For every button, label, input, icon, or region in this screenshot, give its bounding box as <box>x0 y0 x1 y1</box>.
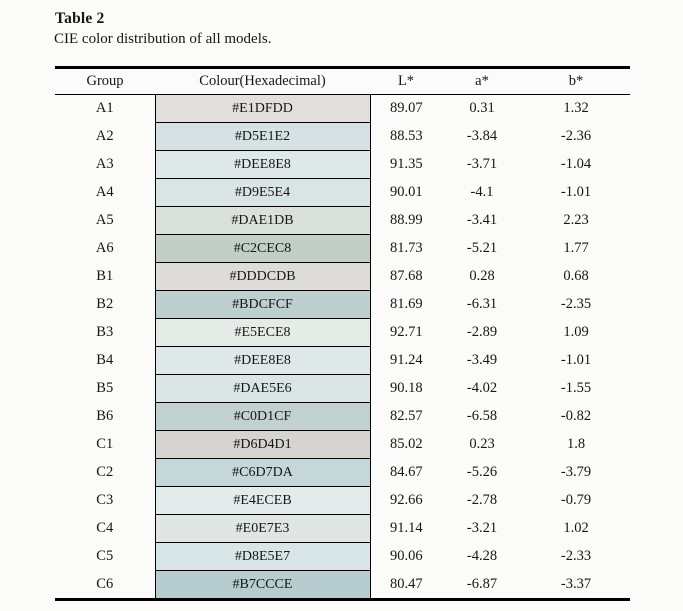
column-header-b: b* <box>522 68 630 95</box>
l-value-cell: 90.01 <box>389 184 423 200</box>
cie-color-table <box>55 66 630 601</box>
a-value-cell: -3.41 <box>466 212 498 228</box>
group-cell: C3 <box>96 492 114 508</box>
l-value-cell: 80.47 <box>370 571 442 600</box>
b-value-cell: -2.36 <box>560 128 592 144</box>
color-swatch-cell: #D9E5E4 <box>155 179 370 207</box>
l-value-cell: 85.02 <box>389 436 423 452</box>
a-value-cell: -2.78 <box>466 492 498 508</box>
header-row <box>55 68 630 95</box>
table-row <box>55 207 630 235</box>
color-swatch-cell: #E0E7E3 <box>155 515 370 543</box>
b-value-cell: -1.04 <box>560 156 592 172</box>
table-body <box>55 95 630 600</box>
color-swatch-cell: #DEE8E8 <box>155 151 370 179</box>
l-value-cell: 88.99 <box>389 212 423 228</box>
a-value-cell: -4.28 <box>466 548 498 564</box>
l-value-cell: 81.73 <box>389 240 423 256</box>
table-row <box>55 291 630 319</box>
column-header-group: Group <box>55 68 155 95</box>
table-title: Table 2 <box>55 10 105 27</box>
group-cell: C6 <box>55 571 155 600</box>
group-cell: A6 <box>95 240 114 256</box>
l-value-cell: 91.24 <box>389 352 423 368</box>
b-value-cell: 1.77 <box>563 240 589 256</box>
b-value-cell: -1.01 <box>560 352 592 368</box>
b-value-cell: -2.33 <box>560 548 592 564</box>
a-value-cell: 0.23 <box>469 436 495 452</box>
color-swatch-cell: #D5E1E2 <box>155 123 370 151</box>
a-value-cell: -4.02 <box>466 380 498 396</box>
b-value-cell: -0.82 <box>560 408 592 424</box>
table-row <box>55 543 630 571</box>
l-value-cell: 90.06 <box>389 548 423 564</box>
table-row <box>55 571 630 600</box>
color-swatch-cell: #E1DFDD <box>155 95 370 123</box>
group-cell: A5 <box>95 212 114 228</box>
color-swatch-cell: #C0D1CF <box>155 403 370 431</box>
b-value-cell: 1.09 <box>563 324 589 340</box>
a-value-cell: -2.89 <box>466 324 498 340</box>
group-cell: B5 <box>96 380 114 396</box>
l-value-cell: 82.57 <box>389 408 423 424</box>
color-swatch-cell: #E5ECE8 <box>155 319 370 347</box>
b-value-cell: -1.55 <box>560 380 592 396</box>
a-value-cell: -6.58 <box>466 408 498 424</box>
l-value-cell: 88.53 <box>389 128 423 144</box>
table-row <box>55 347 630 375</box>
a-value-cell: -3.71 <box>466 156 498 172</box>
b-value-cell: 2.23 <box>563 212 589 228</box>
color-swatch-cell: #DDDCDB <box>155 263 370 291</box>
l-value-cell: 87.68 <box>389 268 423 284</box>
table-row <box>55 95 630 123</box>
a-value-cell: -3.49 <box>466 352 498 368</box>
l-value-cell: 92.66 <box>389 492 423 508</box>
color-swatch-cell: #D8E5E7 <box>155 543 370 571</box>
table-row <box>55 179 630 207</box>
b-value-cell: -2.35 <box>560 296 592 312</box>
b-value-cell: 0.68 <box>563 268 589 284</box>
b-value-cell: -1.01 <box>560 184 592 200</box>
group-cell: C2 <box>96 464 114 480</box>
a-value-cell: -6.31 <box>466 296 498 312</box>
a-value-cell: -5.26 <box>466 464 498 480</box>
color-swatch-cell: #C2CEC8 <box>155 235 370 263</box>
group-cell: B6 <box>96 408 114 424</box>
l-value-cell: 90.18 <box>389 380 423 396</box>
l-value-cell: 92.71 <box>389 324 423 340</box>
color-swatch-cell: #D6D4D1 <box>155 431 370 459</box>
a-value-cell: 0.28 <box>469 268 495 284</box>
group-cell: A3 <box>95 156 114 172</box>
l-value-cell: 81.69 <box>389 296 423 312</box>
table-row <box>55 319 630 347</box>
color-swatch-cell: #DAE5E6 <box>155 375 370 403</box>
column-header-colour: Colour(Hexadecimal) <box>155 68 370 95</box>
group-cell: B1 <box>96 268 114 284</box>
table-row <box>55 375 630 403</box>
b-value-cell: 1.02 <box>563 520 589 536</box>
group-cell: B4 <box>96 352 114 368</box>
b-value-cell: 1.32 <box>563 100 589 117</box>
b-value-cell: -3.79 <box>560 464 592 480</box>
group-cell: C4 <box>96 520 114 536</box>
group-cell: C1 <box>96 436 114 452</box>
b-value-cell: 1.8 <box>566 436 586 452</box>
color-swatch-cell: #E4ECEB <box>155 487 370 515</box>
group-cell: A2 <box>95 128 114 144</box>
b-value-cell: -0.79 <box>560 492 592 508</box>
a-value-cell: -3.84 <box>466 128 498 144</box>
table-caption: CIE color distribution of all models. <box>54 31 272 47</box>
table-row <box>55 431 630 459</box>
a-value-cell: -4.1 <box>470 184 494 200</box>
table-header <box>55 68 630 95</box>
table-row <box>55 459 630 487</box>
table-row <box>55 123 630 151</box>
table-row <box>55 403 630 431</box>
column-header-a: a* <box>442 68 522 95</box>
a-value-cell: -3.21 <box>466 520 498 536</box>
color-swatch-cell: #DAE1DB <box>155 207 370 235</box>
table-row <box>55 515 630 543</box>
table-row <box>55 263 630 291</box>
a-value-cell: -5.21 <box>466 240 498 256</box>
column-header-l: L* <box>370 68 442 95</box>
l-value-cell: 91.35 <box>389 156 423 172</box>
a-value-cell: -6.87 <box>442 571 522 600</box>
table-row <box>55 151 630 179</box>
group-cell: A4 <box>95 184 114 200</box>
color-swatch-cell: #B7CCCE <box>155 571 370 600</box>
b-value-cell: -3.37 <box>522 571 630 600</box>
table-row <box>55 235 630 263</box>
group-cell: B3 <box>96 324 114 340</box>
l-value-cell: 89.07 <box>389 100 423 117</box>
l-value-cell: 91.14 <box>389 520 423 536</box>
l-value-cell: 84.67 <box>389 464 423 480</box>
group-cell: A1 <box>95 100 114 117</box>
a-value-cell: 0.31 <box>469 100 495 117</box>
color-swatch-cell: #BDCFCF <box>155 291 370 319</box>
group-cell: B2 <box>96 296 114 312</box>
color-swatch-cell: #C6D7DA <box>155 459 370 487</box>
table-row <box>55 487 630 515</box>
color-swatch-cell: #DEE8E8 <box>155 347 370 375</box>
group-cell: C5 <box>96 548 114 564</box>
